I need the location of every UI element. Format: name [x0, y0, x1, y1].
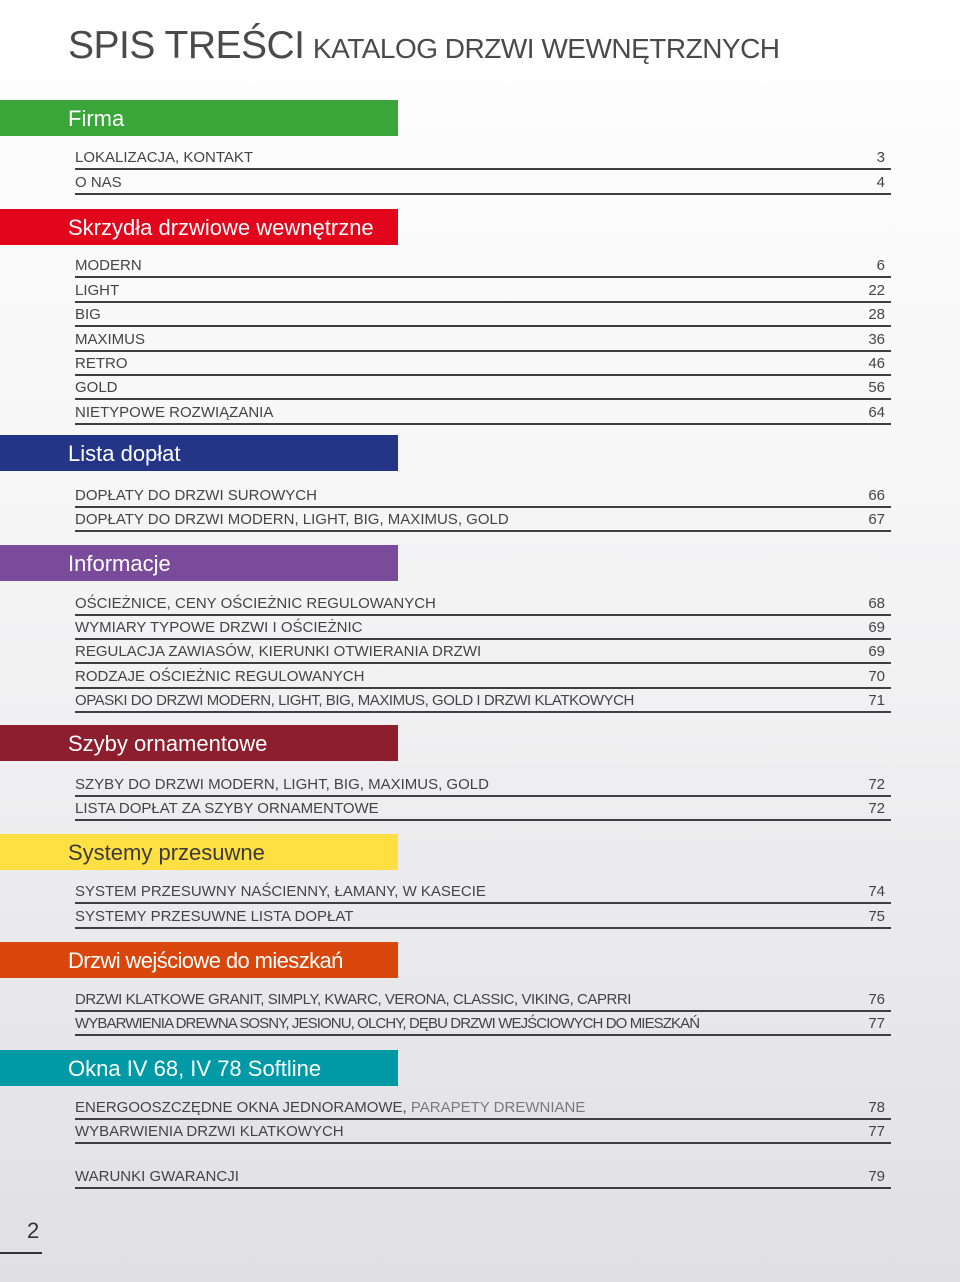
section-header-firma: Firma	[0, 100, 398, 136]
page-number-underline	[0, 1252, 42, 1254]
toc-entry-page: 70	[868, 668, 885, 685]
toc-entry[interactable]	[75, 279, 891, 303]
toc-entry-warranty[interactable]	[75, 1165, 891, 1189]
toc-entry-page: 67	[868, 511, 885, 528]
toc-entry-label: DOPŁATY DO DRZWI MODERN, LIGHT, BIG, MAXIMUS, GOLD	[75, 511, 509, 528]
toc-entry-label: O NAS	[75, 174, 122, 191]
section-header-szyby: Szyby ornamentowe	[0, 725, 398, 761]
page-title-main: SPIS TREŚCI	[68, 24, 305, 67]
toc-entry[interactable]	[75, 303, 891, 327]
toc-entry-label: OŚCIEŻNICE, CENY OŚCIEŻNIC REGULOWANYCH	[75, 595, 436, 612]
toc-entry-page: 46	[868, 355, 885, 372]
toc-entry-label: SZYBY DO DRZWI MODERN, LIGHT, BIG, MAXIMUS, GOLD	[75, 776, 489, 793]
toc-entry-label: OPASKI DO DRZWI MODERN, LIGHT, BIG, MAXIMUS, GOLD I DRZWI KLATKOWYCH	[75, 692, 634, 709]
toc-entry-label	[75, 1096, 585, 1119]
toc-entry-page: 28	[868, 306, 885, 323]
toc-entry-page: 66	[868, 487, 885, 504]
toc-entry[interactable]	[75, 773, 891, 797]
toc-entry-page: 74	[868, 883, 885, 900]
toc-entry-label: WARUNKI GWARANCJI	[75, 1168, 239, 1185]
toc-entry-label: SYSTEMY PRZESUWNE LISTA DOPŁAT	[75, 908, 354, 925]
toc-entry-label: SYSTEM PRZESUWNY NAŚCIENNY, ŁAMANY, W KASECIE	[75, 883, 486, 900]
toc-entry-label: DOPŁATY DO DRZWI SUROWYCH	[75, 487, 317, 504]
toc-entry-page: 68	[868, 595, 885, 612]
toc-entry[interactable]	[75, 376, 891, 400]
section-header-drzwi-wejsciowe: Drzwi wejściowe do mieszkań	[0, 942, 398, 978]
section-header-skrzydla: Skrzydła drzwiowe wewnętrzne	[0, 209, 398, 245]
toc-entry-label: DRZWI KLATKOWE GRANIT, SIMPLY, KWARC, VERONA, CLASSIC, VIKING, CAPRRI	[75, 991, 631, 1008]
page-title-sub: KATALOG DRZWI WEWNĘTRZNYCH	[312, 33, 780, 64]
toc-entry[interactable]	[75, 665, 891, 689]
toc-entry-label-main: ENERGOOSZCZĘDNE OKNA JEDNORAMOWE,	[75, 1099, 407, 1116]
toc-entry[interactable]	[75, 1096, 891, 1120]
toc-entry-label: BIG	[75, 306, 101, 323]
toc-entry-label: LISTA DOPŁAT ZA SZYBY ORNAMENTOWE	[75, 800, 379, 817]
toc-entry[interactable]	[75, 592, 891, 616]
toc-entry[interactable]	[75, 401, 891, 425]
toc-entry-page: 71	[868, 692, 885, 709]
toc-entry[interactable]	[75, 352, 891, 376]
toc-entry[interactable]	[75, 484, 891, 508]
toc-entry-label-extra: PARAPETY DREWNIANE	[410, 1099, 586, 1116]
toc-entry-page: 75	[868, 908, 885, 925]
toc-entry-page: 78	[868, 1099, 885, 1116]
toc-entry-label: NIETYPOWE ROZWIĄZANIA	[75, 404, 274, 421]
toc-entry[interactable]	[75, 328, 891, 352]
toc-entry-page: 69	[868, 619, 885, 636]
page-number: 2	[27, 1218, 40, 1243]
toc-entry-page: 69	[868, 643, 885, 660]
toc-entry[interactable]	[75, 640, 891, 664]
toc-entry-page: 77	[868, 1015, 885, 1032]
section-header-lista-doplat: Lista dopłat	[0, 435, 398, 471]
toc-entry-page: 72	[868, 776, 885, 793]
toc-entry-label: MODERN	[75, 257, 142, 274]
section-header-systemy: Systemy przesuwne	[0, 834, 398, 870]
toc-entry-label: RETRO	[75, 355, 128, 372]
toc-entry[interactable]	[75, 1012, 891, 1036]
toc-entry-label: WYBARWIENIA DREWNA SOSNY, JESIONU, OLCHY, DĘBU DRZWI WEJŚCIOWYCH DO MIESZKAŃ	[75, 1015, 700, 1032]
toc-entry-page: 36	[868, 331, 885, 348]
toc-entry-page: 3	[876, 149, 885, 166]
toc-entry-page: 22	[868, 282, 885, 299]
toc-entry-page: 79	[868, 1168, 885, 1185]
section-header-informacje: Informacje	[0, 545, 398, 581]
toc-entry-page: 72	[868, 800, 885, 817]
toc-entry[interactable]	[75, 616, 891, 640]
toc-entry[interactable]	[75, 988, 891, 1012]
toc-entry-label: LIGHT	[75, 282, 120, 299]
toc-entry[interactable]	[75, 1120, 891, 1144]
toc-entry-label: WYMIARY TYPOWE DRZWI I OŚCIEŻNIC	[75, 619, 363, 636]
toc-entry[interactable]	[75, 905, 891, 929]
page-title	[68, 24, 780, 68]
toc-entry-label: RODZAJE OŚCIEŻNIC REGULOWANYCH	[75, 668, 365, 685]
toc-entry-label: GOLD	[75, 379, 118, 396]
section-header-okna: Okna IV 68, IV 78 Softline	[0, 1050, 398, 1086]
toc-entry[interactable]	[75, 171, 891, 195]
toc-entry[interactable]	[75, 254, 891, 278]
toc-entry-page: 77	[868, 1123, 885, 1140]
toc-entry[interactable]	[75, 508, 891, 532]
toc-entry-label: WYBARWIENIA DRZWI KLATKOWYCH	[75, 1123, 344, 1140]
toc-entry[interactable]	[75, 689, 891, 713]
toc-entry-page: 76	[868, 991, 885, 1008]
toc-entry[interactable]	[75, 146, 891, 170]
toc-entry-label: LOKALIZACJA, KONTAKT	[75, 149, 254, 166]
toc-entry-label: REGULACJA ZAWIASÓW, KIERUNKI OTWIERANIA DRZWI	[75, 643, 482, 660]
toc-entry[interactable]	[75, 797, 891, 821]
toc-entry-label: MAXIMUS	[75, 331, 146, 348]
toc-entry-page: 4	[876, 174, 885, 191]
toc-entry-page: 64	[868, 404, 885, 421]
toc-entry-page: 6	[876, 257, 885, 274]
toc-entry-page: 56	[868, 379, 885, 396]
toc-entry[interactable]	[75, 880, 891, 904]
